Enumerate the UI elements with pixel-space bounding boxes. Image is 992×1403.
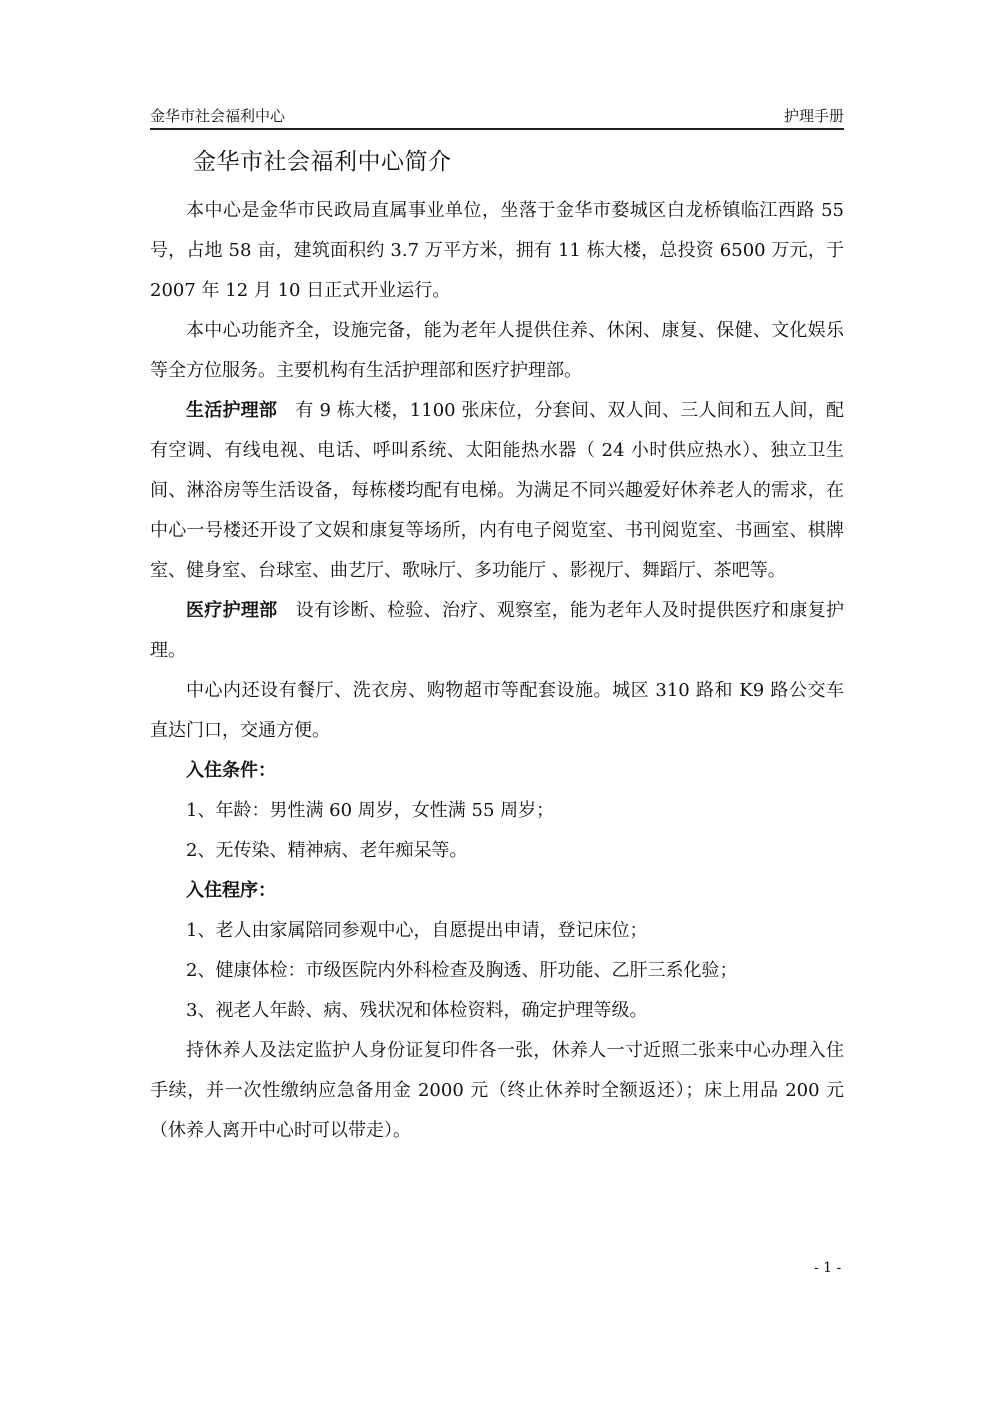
intro-paragraph: 本中心是金华市民政局直属事业单位，坐落于金华市婺城区白龙桥镇临江西路 55 号，占地 58 亩，建筑面积约 3.7 万平方米，拥有 11 栋大楼，总投资 6500 万元，于 2007 年 12 月 10 日正式开业运行。 xyxy=(150,200,844,301)
page-title: 金华市社会福利中心简介 xyxy=(193,149,452,175)
procedure-item: 3、视老人年龄、病、残状况和体检资料，确定护理等级。 xyxy=(186,1000,648,1021)
header-divider xyxy=(150,128,844,130)
page-number: - 1 - xyxy=(814,1260,842,1276)
header-organization: 金华市社会福利中心 xyxy=(150,107,286,125)
facilities-paragraph: 中心内还设有餐厅、洗衣房、购物超市等配套设施。城区 310 路和 K9 路公交车直达门口，交通方便。 xyxy=(150,680,844,741)
medical-care-text: 设有诊断、检验、治疗、观察室，能为老年人及时提供医疗和康复护理。 xyxy=(150,600,845,661)
condition-item: 2、无传染、精神病、老年痴呆等。 xyxy=(186,840,468,861)
procedure-item: 2、健康体检：市级医院内外科检查及胸透、肝功能、乙肝三系化验； xyxy=(186,960,738,981)
procedure-heading: 入住程序： xyxy=(186,880,276,901)
functions-paragraph: 本中心功能齐全，设施完备，能为老年人提供住养、休闲、康复、保健、文化娱乐等全方位服务。主要机构有生活护理部和医疗护理部。 xyxy=(150,320,844,381)
medical-care-paragraph xyxy=(150,591,844,671)
condition-item: 1、年龄：男性满 60 周岁，女性满 55 周岁； xyxy=(186,800,555,821)
page-header xyxy=(150,104,844,128)
life-care-text: 有 9 栋大楼，1100 张床位，分套间、双人间、三人间和五人间，配有空调、有线电视、电话、呼叫系统、太阳能热水器（ 24 小时供应热水）、独立卫生间、淋浴房等生活设备，每栋楼均配有电梯。为满足不同兴趣爱好休养老人的需求，在中心一号楼还开设了文娱和康复等场所，内有电子阅览室、书刊阅览室、书画室、棋牌室、健身室、台球室、曲艺厅、歌咏厅、多功能厅 、影视厅、舞蹈厅、茶吧等。 xyxy=(150,400,844,581)
life-care-label: 生活护理部 xyxy=(186,400,278,421)
life-care-paragraph xyxy=(150,391,844,591)
procedure-item: 1、老人由家属陪同参观中心，自愿提出申请，登记床位； xyxy=(186,920,648,941)
medical-care-label: 医疗护理部 xyxy=(186,600,278,621)
document-body xyxy=(150,191,844,1151)
closing-paragraph: 持休养人及法定监护人身份证复印件各一张，休养人一寸近照二张来中心办理入住手续，并一次性缴纳应急备用金 2000 元（终止休养时全额返还）；床上用品 200 元（休养人离开中心时可以带走）。 xyxy=(150,1040,844,1141)
header-manual-title: 护理手册 xyxy=(783,107,844,125)
conditions-heading: 入住条件： xyxy=(186,760,276,781)
